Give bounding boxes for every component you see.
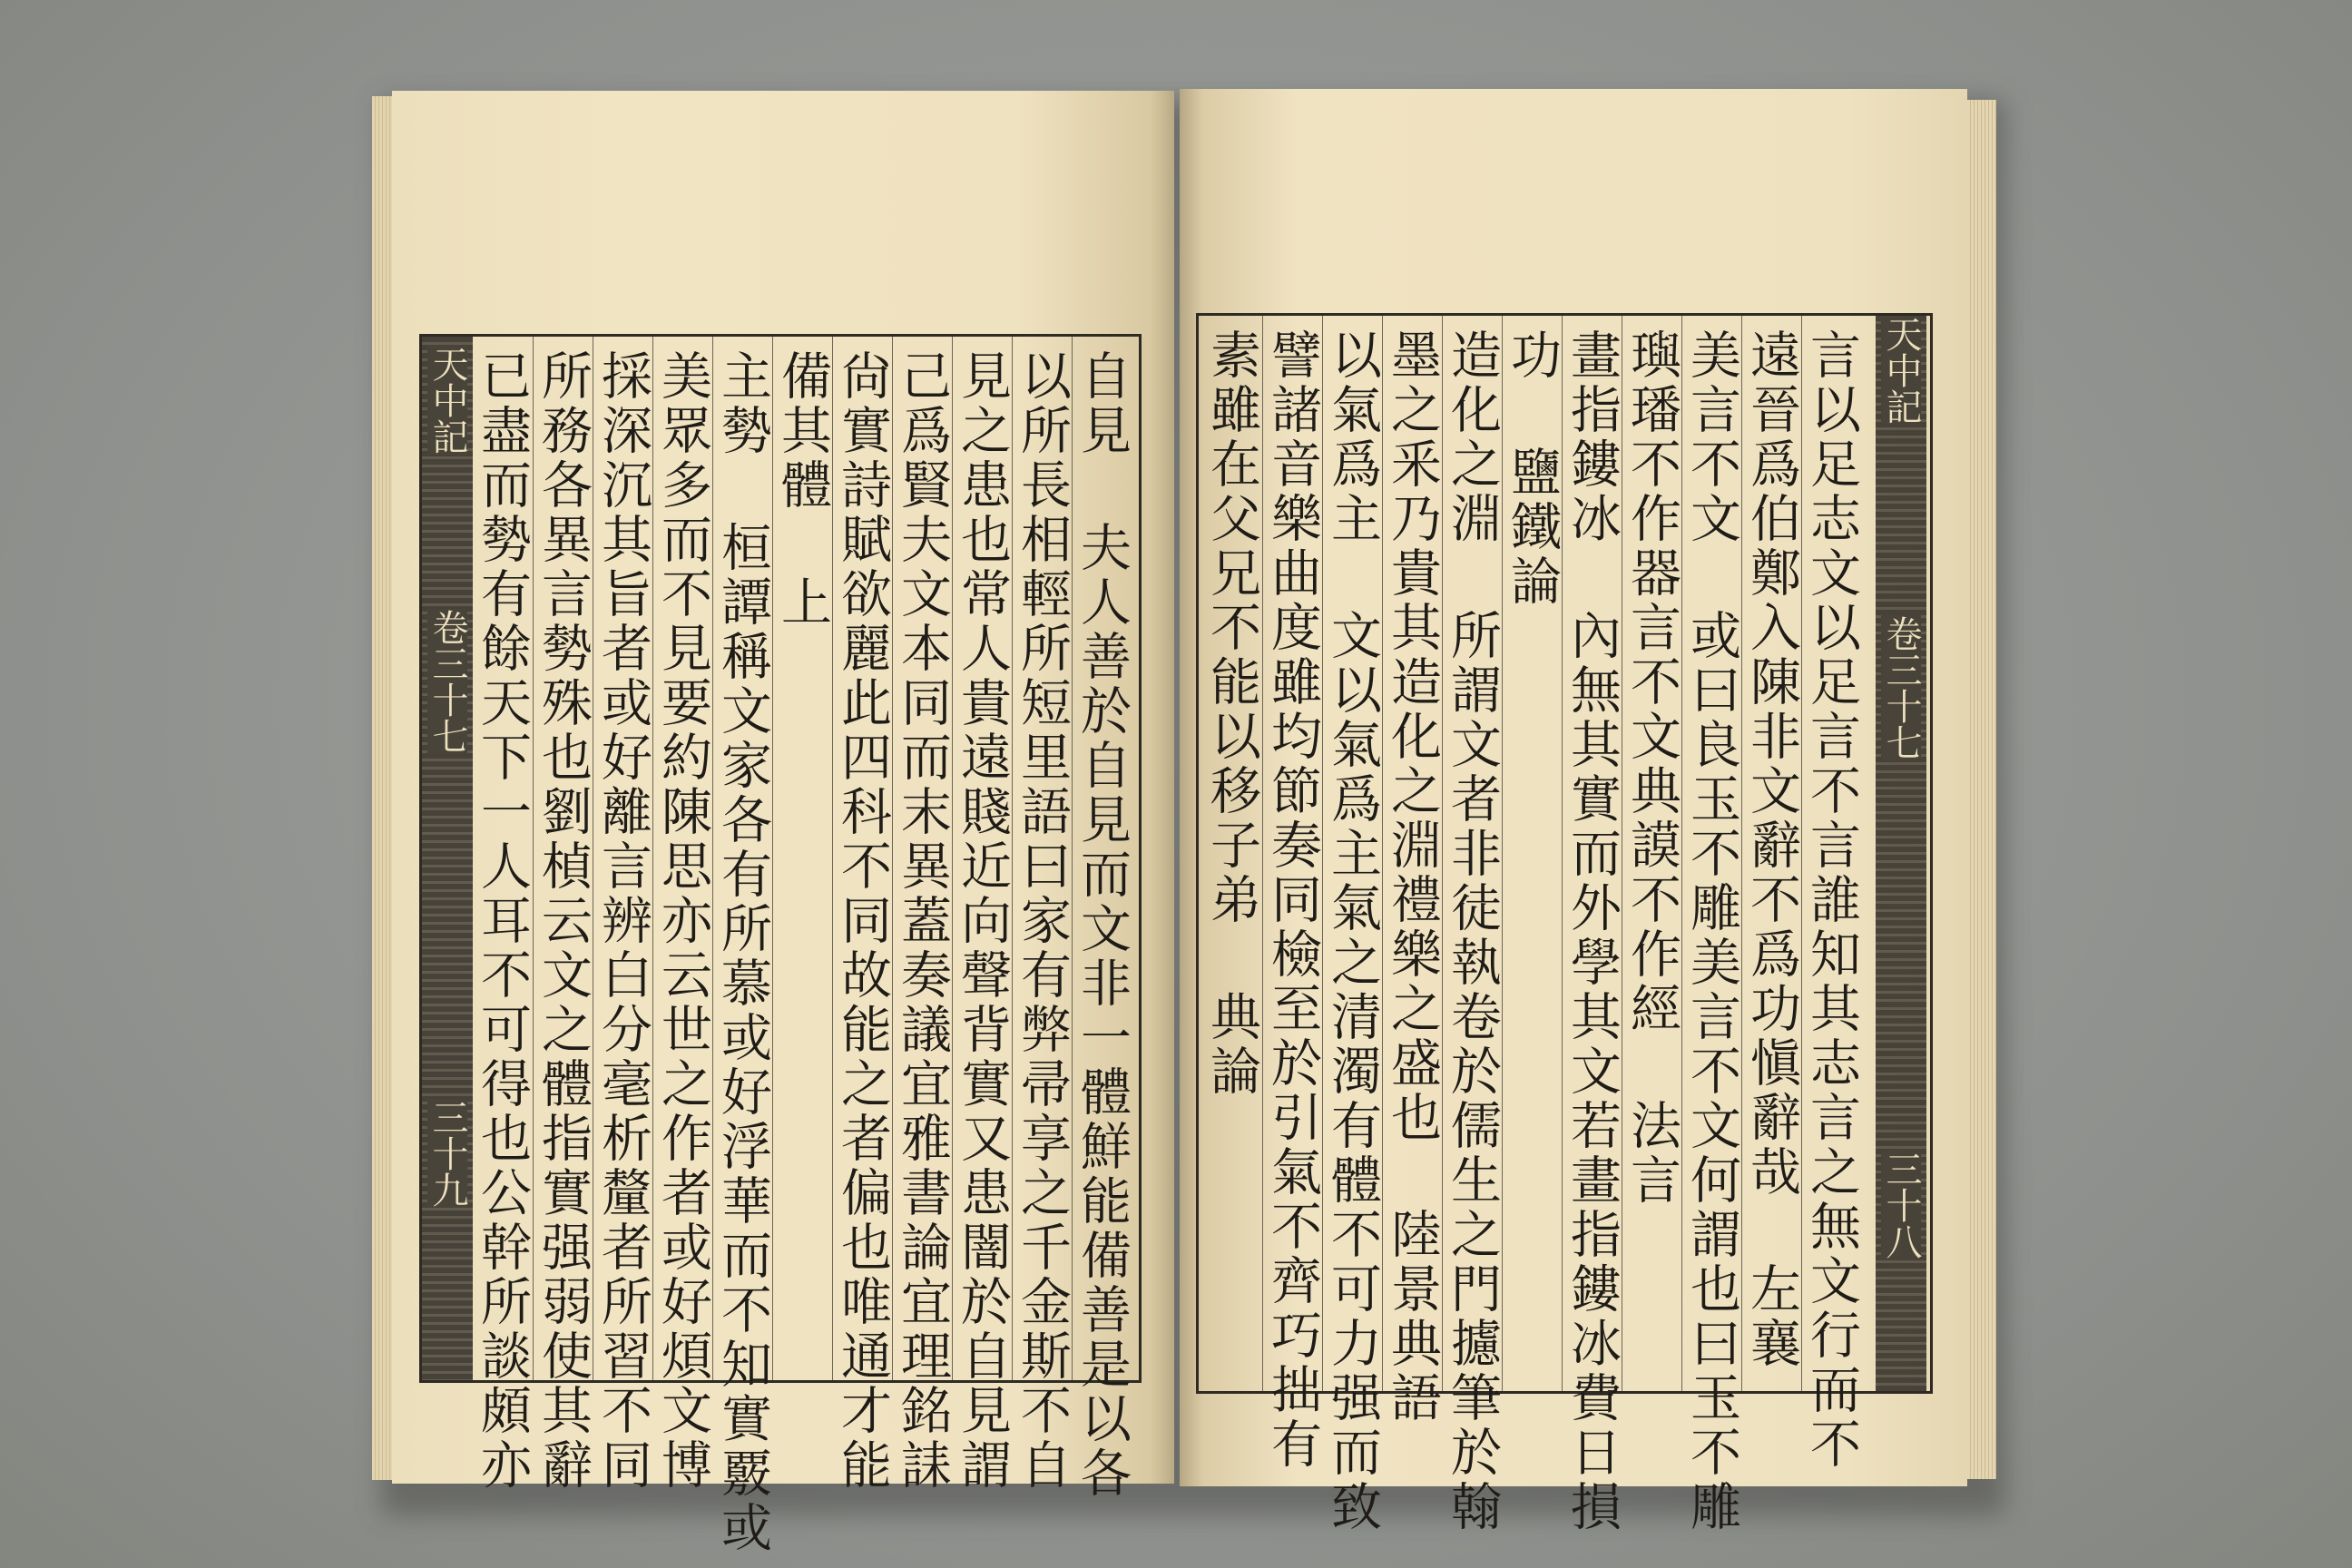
left-col-9-text: 見之患也常人貴遠賤近向聲背實又患闇於自見謂 xyxy=(953,349,1012,1493)
right-col-2-text: 譬諸音樂曲度雖均節奏同檢至於引氣不齊巧拙有 xyxy=(1263,328,1322,1472)
left-side-title: 天中記 xyxy=(426,346,468,455)
left-col-6 xyxy=(772,337,831,1380)
left-col-1 xyxy=(473,337,532,1493)
right-col-1-text: 素雖在父兄不能以移子弟 典論 xyxy=(1202,328,1261,1099)
right-col-11-text: 言以足志文以足言不言誰知其志言之無文行而不 xyxy=(1802,328,1861,1472)
right-col-9 xyxy=(1681,316,1741,1534)
right-side-volume: 卷三十七 xyxy=(1880,615,1922,760)
left-col-4 xyxy=(652,337,712,1493)
left-col-8-text: 己爲賢夫文本同而末異蓋奏議宜雅書論宜理銘誄 xyxy=(893,349,952,1493)
right-col-1 xyxy=(1202,316,1260,1391)
left-text-frame xyxy=(419,334,1142,1555)
right-side-title: 天中記 xyxy=(1880,316,1922,425)
left-col-11 xyxy=(1072,337,1136,1501)
right-side-margin-strip xyxy=(1876,316,1926,1391)
left-col-4-text: 美眾多而不見要約陳思亦云世之作者或好煩文博 xyxy=(653,349,712,1493)
right-col-10-text: 遠晉爲伯鄭入陳非文辭不爲功愼辭哉 左襄 xyxy=(1742,328,1801,1371)
right-col-8-text: 璵璠不作器言不文典謨不作經 法言 xyxy=(1622,328,1681,1208)
left-side-margin-strip xyxy=(422,337,473,1380)
left-col-5 xyxy=(712,337,772,1555)
right-col-5-text: 造化之淵 所謂文者非徒執卷於儒生之門攄筆於翰 xyxy=(1443,328,1502,1534)
right-col-6-text: 功 鹽鐵論 xyxy=(1503,328,1562,609)
left-col-10-text: 以所長相輕所短里語曰家有弊帚享之千金斯不自 xyxy=(1013,349,1072,1493)
left-col-9 xyxy=(952,337,1012,1493)
right-col-4 xyxy=(1382,316,1442,1426)
left-col-2 xyxy=(533,337,593,1493)
left-col-6-text: 備其體 上 xyxy=(773,349,832,630)
left-col-8 xyxy=(892,337,952,1493)
left-col-7-text: 尙實詩賦欲麗此四科不同故能之者偏也唯通才能 xyxy=(833,349,892,1493)
right-col-7-text: 畫指鏤冰 內無其實而外學其文若畫指鏤冰費日損 xyxy=(1563,328,1622,1534)
left-col-3 xyxy=(593,337,652,1493)
right-col-3-text: 以氣爲主 文以氣爲主氣之清濁有體不可力强而致 xyxy=(1323,328,1382,1534)
right-col-4-text: 墨之釆乃貴其造化之淵禮樂之盛也 陸景典語 xyxy=(1383,328,1442,1426)
right-col-2 xyxy=(1262,316,1322,1472)
right-col-6 xyxy=(1502,316,1561,1391)
left-side-folio: 三十九 xyxy=(426,1099,468,1208)
right-col-5 xyxy=(1442,316,1502,1534)
right-col-7 xyxy=(1562,316,1622,1534)
right-col-8 xyxy=(1622,316,1681,1391)
left-col-2-text: 所務各異言勢殊也劉楨云文之體指實强弱使其辭 xyxy=(534,349,593,1493)
left-side-volume: 卷三十七 xyxy=(426,609,468,754)
right-col-11 xyxy=(1801,316,1861,1472)
right-col-9-text: 美言不文 或曰良玉不雕美言不文何謂也曰玉不雕 xyxy=(1682,328,1741,1534)
left-col-5-text: 主勢 桓譚稱文家各有所慕或好浮華而不知實覈或 xyxy=(713,349,772,1555)
left-col-10 xyxy=(1012,337,1072,1493)
right-side-folio: 三十八 xyxy=(1880,1151,1922,1259)
right-text-frame xyxy=(1196,313,1933,1534)
left-col-3-text: 採深沉其旨者或好離言辨白分毫析釐者所習不同 xyxy=(593,349,652,1493)
right-col-10 xyxy=(1741,316,1800,1391)
right-col-3 xyxy=(1322,316,1382,1534)
left-col-1-text: 已盡而勢有餘天下一人耳不可得也公幹所談頗亦 xyxy=(473,349,532,1493)
left-col-7 xyxy=(832,337,892,1493)
left-col-11-text: 自見 夫人善於自見而文非一體鮮能備善是以各 xyxy=(1073,349,1132,1501)
